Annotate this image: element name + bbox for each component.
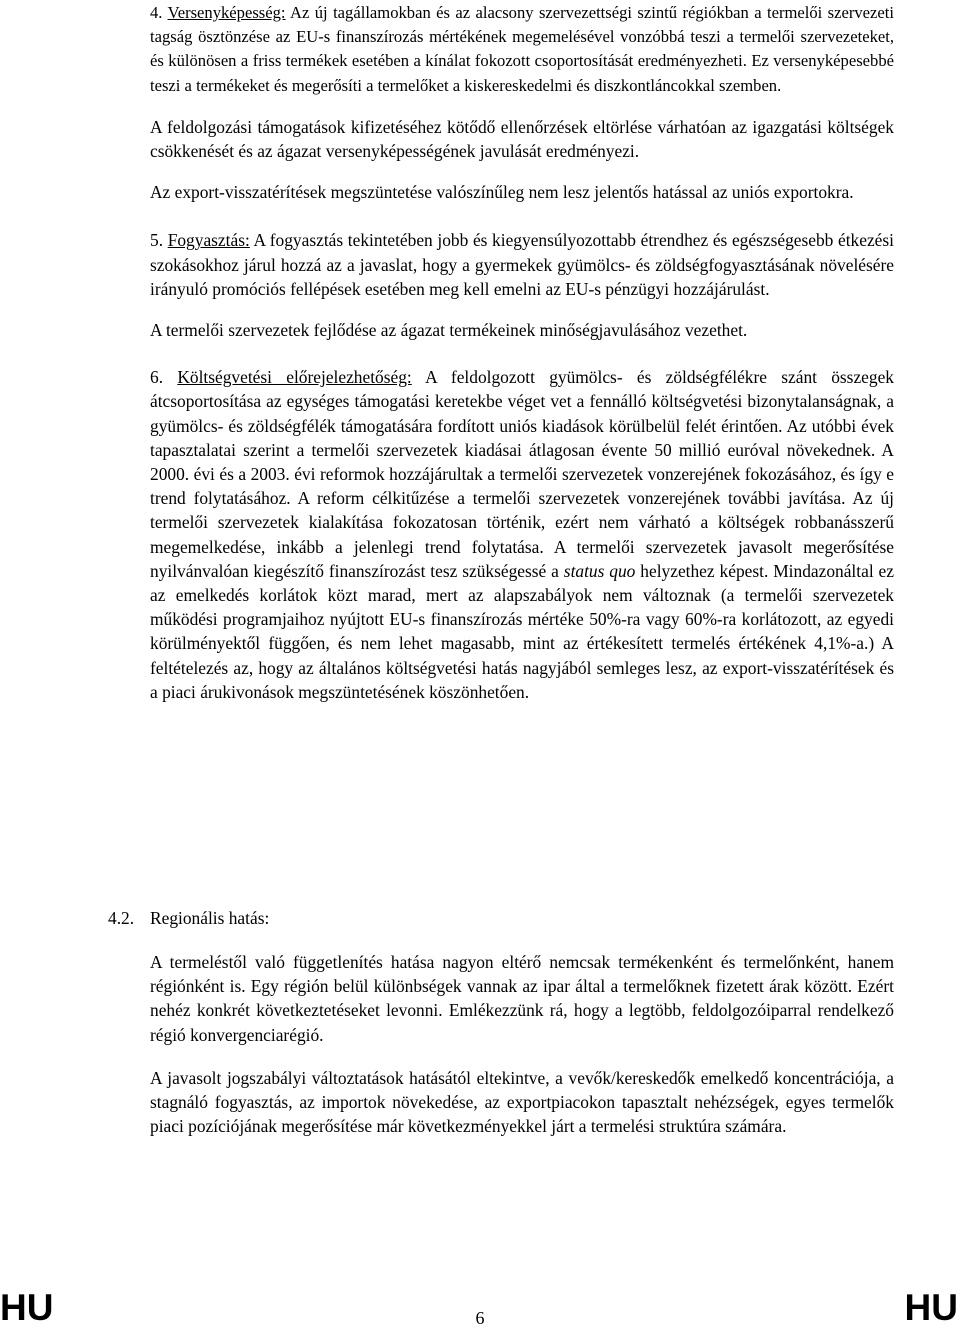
section-4-text-1: Az új tagállamokban és az alacsony szervezettségi szintű régiókban a termelői szervezeti tagság ösztönzése az EU-s finanszírozás mértékének megemelésével vonzóbbá teszi a termelői szervezeteket, és különösen a friss termékek esetében a kínálat fokozott csoportosítását eredményezheti. Ez versenyképesebbé teszi a termékeket és megerősíti a termelőket a kiskereskedelmi és diszkontláncokkal szemben. xyxy=(150,3,894,95)
section-6-number: 6. xyxy=(150,367,164,388)
footer-language-left: HU xyxy=(0,1287,54,1328)
section-6-text-2: helyzethez képest. Mindazonáltal ez az emelkedés korlátok közt marad, mert az alapszabályok nem változnak (a termelői szervezetek működési programjaihoz nyújtott EU-s finanszírozás mértéke 50%-ra vagy 60%-ra korlátozott, az egyedi körülményektől függően, és nem lehet magasabb, mint az értékesített termelés értékének 4,1%-a.) A feltételezés az, hogy az általános költségvetési hatás nagyjából semleges lesz, az export-visszatérítések és a piaci árukivonások megszüntetésének köszönhetően. xyxy=(150,560,894,702)
main-content xyxy=(150,0,894,704)
section-4-2-paragraph-2: A javasolt jogszabályi változtatások hatásától eltekintve, a vevők/kereskedők emelkedő koncentrációja, a stagnáló fogyasztás, az importok növekedése, az exportpiacokon tapasztalt nehézségek, egyes termelők piaci pozíciójának megerősítése már következményekkel járt a termelési struktúra számára. xyxy=(150,1067,894,1137)
section-5-text-1: A fogyasztás tekintetében jobb és kiegyensúlyozottabb étrendhez és egészségesebb étkezési szokásokhoz járul hozzá az a javaslat, hogy a gyermekek gyümölcs- és zöldségfogyasztásának növelésére irányuló promóciós fellépések esetében meg kell emelni az EU-s pénzügyi hozzájárulást. xyxy=(150,230,894,299)
section-6-paragraph-1 xyxy=(150,365,894,704)
section-4-2-title: Regionális hatás: xyxy=(150,908,270,928)
section-6-title: Költségvetési előrejelezhetőség: xyxy=(177,367,412,388)
section-5-paragraph-2: A termelői szervezetek fejlődése az ágazat termékeinek minőségjavulásához vezethet. xyxy=(150,320,748,341)
section-4-number: 4. xyxy=(150,3,163,22)
section-5-title: Fogyasztás: xyxy=(167,230,250,251)
section-4-paragraph-1 xyxy=(150,0,894,98)
section-5-paragraph-1 xyxy=(150,228,894,301)
page-number: 6 xyxy=(475,1308,485,1328)
section-4-paragraph-2: A feldolgozási támogatások kifizetéséhez kötődő ellenőrzések eltörlése várhatóan az igazgatási költségek csökkenését és az ágazat versenyképességének javulását eredményezi. xyxy=(150,116,894,162)
section-4-2-content xyxy=(150,950,894,1138)
section-4-2-paragraph-1: A termeléstől való függetlenítés hatása nagyon eltérő nemcsak termékenként és termelőnként, hanem régiónként is. Egy régión belül különbségek vannak az ipar által a termelőknek fizetett árak között. Ezért nehéz konkrét következtetéseket levonni. Emlékezzünk rá, hogy a legtöbb, feldolgozóiparral rendelkező régió konvergenciarégió. xyxy=(150,952,894,1045)
section-4-2-number: 4.2. xyxy=(108,908,135,928)
section-4-title: Versenyképesség: xyxy=(167,3,286,22)
section-4-2-heading xyxy=(108,906,508,930)
section-6-text-1: A feldolgozott gyümölcs- és zöldségfélékre szánt összegek átcsoportosítása az egységes támogatási keretekbe véget vet a fennálló költségvetési bizonytalanságnak, a gyümölcs- és zöldségfélék támogatására fordított uniós kiadások körülbelül felét érintően. Az utóbbi évek tapasztalatai szerint a termelői szervezetek kiadásai átlagosan évente 50 millió euróval növekednek. A 2000. évi és a 2003. évi reformok hozzájárultak a termelői szervezetek vonzerejének fokozásához, és így e trend folytatásához. A reform célkitűzése a termelői szervezetek vonzerejének további javítása. Az új termelői szervezetek kialakítása fokozatosan történik, ezért nem várható a költségek robbanásszerű megemelkedése, inkább a jelenlegi trend folytatása. A termelői szervezetek javasolt megerősítése nyilvánvalóan kiegészítő finanszírozást tesz szükségessé a xyxy=(150,367,894,581)
section-5-number: 5. xyxy=(150,230,164,251)
footer-language-right: HU xyxy=(904,1287,958,1328)
status-quo-italic: status quo xyxy=(563,560,636,581)
section-4-paragraph-3: Az export-visszatérítések megszüntetése valószínűleg nem lesz jelentős hatással az uniós exportokra. xyxy=(150,182,854,203)
